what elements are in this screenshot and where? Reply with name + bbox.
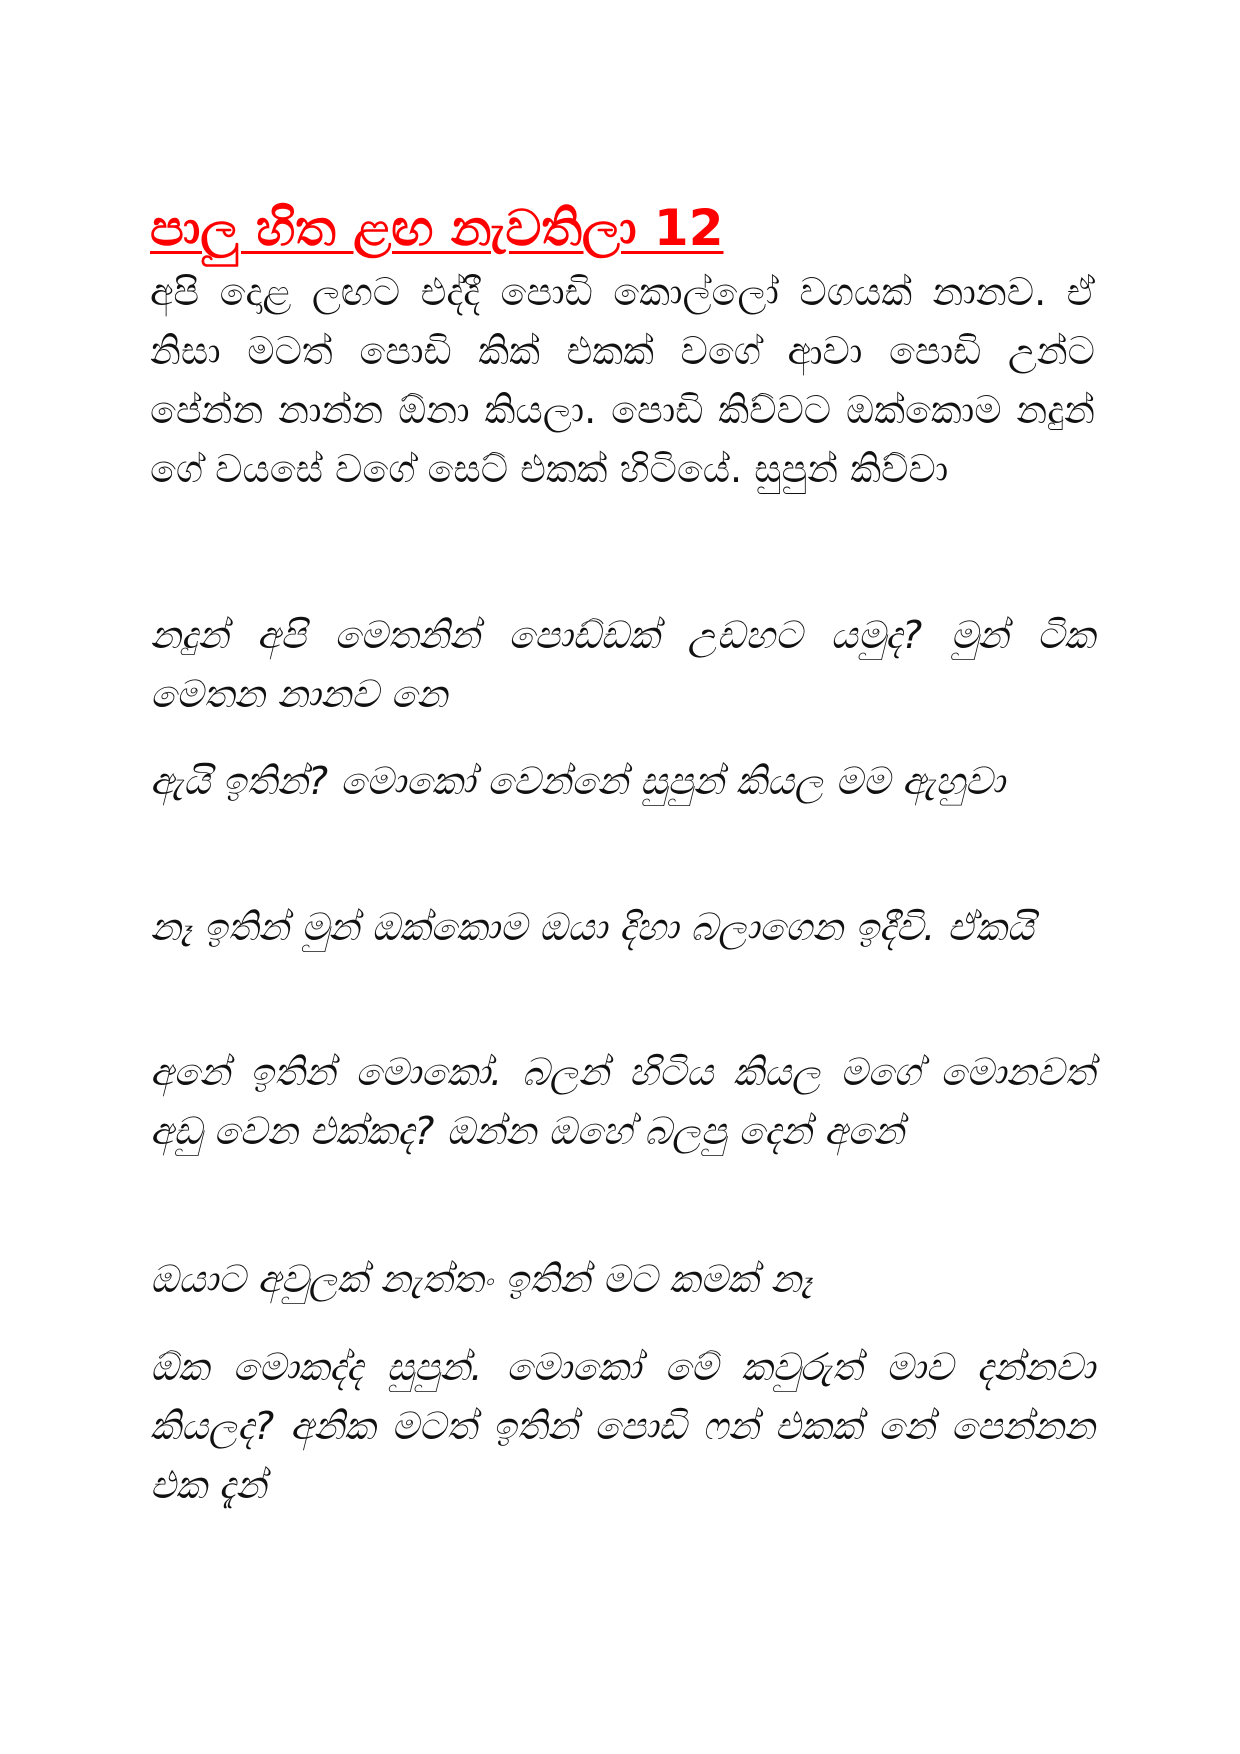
- paragraph-dialogue: ඇයි ඉතින්? මොකෝ වෙන්නේ සුපුන් කියල මම ඇහුවා: [150, 759, 1005, 803]
- paragraph-dialogue: ඕක මොකද්ද සුපුන්. මොකෝ මේ කවුරුත් මාව දන්නවා කියලද? අනික මටත් ඉතින් පොඩි ෆන් එකක් නේ පෙන්නන එක දැන්: [150, 1345, 1095, 1507]
- paragraph-narration: අපි දොළ ලඟට එද්දී පොඩි කොල්ලෝ වගයක් නානව. ඒ නිසා මටත් පොඩි කික් එකක් වගේ ආවා පොඩි උන්ට පේන්න නාන්න ඕනා කියලා. පොඩි කිව්වට ඔක්කොම නදුන් ගේ වයසේ වගේ සෙට් එකක් හිටියේ. සුපුන් කිව්වා: [150, 270, 1095, 491]
- paragraph-dialogue: ඔයාට අවුලක් නැත්තං ඉතින් මට කමක් නෑ: [150, 1257, 812, 1301]
- paragraph-dialogue: අනේ ඉතින් මොකෝ. බලන් හිටිය කියල මගේ මොනවත් අඩු වෙන එක්කද? ඔන්න ඔහේ බලපු දෙන් අනේ: [150, 1050, 1095, 1153]
- story-title: පාලු හිත ළඟ නැවතිලා 12: [150, 198, 724, 257]
- paragraph-dialogue: නෑ ඉතින් මුන් ඔක්කොම ඔයා දිහා බලාගෙන ඉදීවි. ඒකයි: [150, 905, 1034, 949]
- document-page: [150, 0, 1095, 1754]
- paragraph-dialogue: නදුන් අපි මෙතනින් පොඩ්ඩක් උඩහට යමුද? මුන් ටික මෙතන නානව නෙ: [150, 613, 1095, 716]
